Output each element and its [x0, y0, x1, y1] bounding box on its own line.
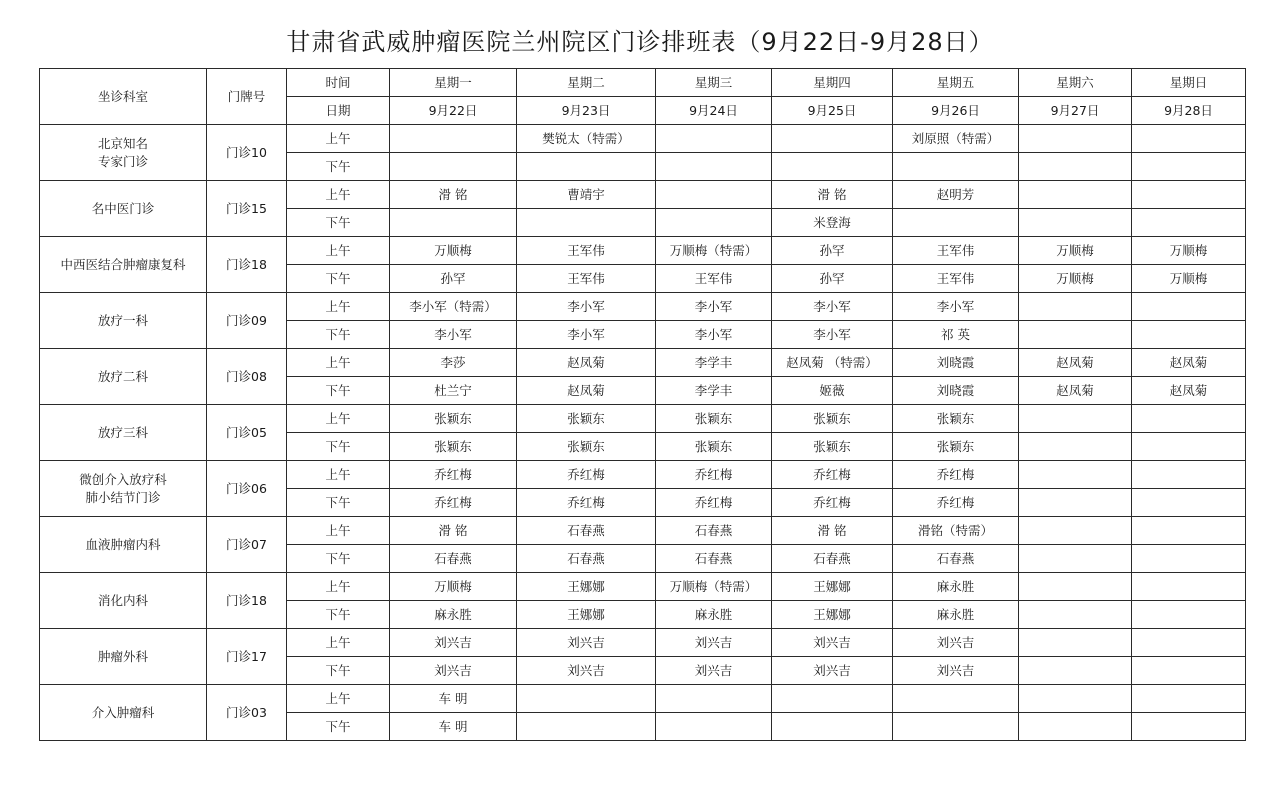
doctor-cell: [656, 125, 772, 153]
doctor-cell: [893, 153, 1019, 181]
session-label: 上午: [287, 685, 390, 713]
date-cell: 9月23日: [517, 97, 656, 125]
session-label: 上午: [287, 293, 390, 321]
doctor-cell: [1019, 657, 1132, 685]
doctor-cell: 乔红梅: [656, 461, 772, 489]
doctor-cell: 王军伟: [517, 237, 656, 265]
doctor-cell: 刘兴吉: [517, 657, 656, 685]
doctor-cell: 李小军（特需）: [390, 293, 517, 321]
doctor-cell: [1132, 209, 1246, 237]
session-label: 下午: [287, 321, 390, 349]
session-label: 上午: [287, 181, 390, 209]
doctor-cell: 麻永胜: [656, 601, 772, 629]
doctor-cell: 李学丰: [656, 377, 772, 405]
room-number: 门诊08: [207, 349, 287, 405]
date-cell: 9月22日: [390, 97, 517, 125]
doctor-cell: [1132, 517, 1246, 545]
doctor-cell: [772, 125, 893, 153]
doctor-cell: 李学丰: [656, 349, 772, 377]
doctor-cell: 万顺梅: [1132, 237, 1246, 265]
session-label: 上午: [287, 629, 390, 657]
doctor-cell: [656, 713, 772, 741]
doctor-cell: 王军伟: [893, 265, 1019, 293]
weekday-cell: 星期一: [390, 69, 517, 97]
session-label: 下午: [287, 433, 390, 461]
doctor-cell: 车 明: [390, 685, 517, 713]
doctor-cell: [1019, 461, 1132, 489]
doctor-cell: [1132, 657, 1246, 685]
doctor-cell: 刘兴吉: [390, 629, 517, 657]
session-label: 下午: [287, 153, 390, 181]
doctor-cell: [1019, 209, 1132, 237]
doctor-cell: 乔红梅: [893, 489, 1019, 517]
doctor-cell: 麻永胜: [893, 601, 1019, 629]
schedule-table: [39, 68, 1246, 741]
doctor-cell: 万顺梅: [1132, 265, 1246, 293]
doctor-cell: [1132, 153, 1246, 181]
schedule-row: [40, 573, 1246, 601]
room-number: 门诊09: [207, 293, 287, 349]
session-label: 下午: [287, 377, 390, 405]
department-name: 中西医结合肿瘤康复科: [40, 237, 207, 293]
doctor-cell: 乔红梅: [656, 489, 772, 517]
doctor-cell: 滑 铭: [772, 517, 893, 545]
doctor-cell: 麻永胜: [893, 573, 1019, 601]
doctor-cell: 刘兴吉: [772, 629, 893, 657]
doctor-cell: [1019, 433, 1132, 461]
doctor-cell: 滑铭（特需）: [893, 517, 1019, 545]
schedule-row: [40, 461, 1246, 489]
doctor-cell: 赵凤菊: [1019, 377, 1132, 405]
schedule-row: [40, 629, 1246, 657]
room-number: 门诊10: [207, 125, 287, 181]
doctor-cell: 张颖东: [517, 405, 656, 433]
doctor-cell: 刘晓霞: [893, 349, 1019, 377]
doctor-cell: [1019, 125, 1132, 153]
doctor-cell: 赵凤菊 （特需）: [772, 349, 893, 377]
weekday-cell: 星期三: [656, 69, 772, 97]
doctor-cell: [1019, 713, 1132, 741]
date-cell: 9月25日: [772, 97, 893, 125]
session-label: 上午: [287, 237, 390, 265]
doctor-cell: [772, 685, 893, 713]
session-label: 下午: [287, 657, 390, 685]
doctor-cell: 石春燕: [517, 545, 656, 573]
date-cell: 9月24日: [656, 97, 772, 125]
doctor-cell: [1019, 321, 1132, 349]
doctor-cell: 滑 铭: [390, 517, 517, 545]
doctor-cell: 王军伟: [656, 265, 772, 293]
doctor-cell: [1132, 489, 1246, 517]
doctor-cell: 李莎: [390, 349, 517, 377]
doctor-cell: [1019, 489, 1132, 517]
session-label: 上午: [287, 349, 390, 377]
doctor-cell: 王军伟: [517, 265, 656, 293]
doctor-cell: 张颖东: [893, 405, 1019, 433]
doctor-cell: 王娜娜: [772, 573, 893, 601]
department-name: 名中医门诊: [40, 181, 207, 237]
weekday-cell: 星期五: [893, 69, 1019, 97]
doctor-cell: [893, 685, 1019, 713]
schedule-row: [40, 181, 1246, 209]
room-number: 门诊05: [207, 405, 287, 461]
doctor-cell: [656, 181, 772, 209]
date-cell: 9月28日: [1132, 97, 1246, 125]
session-label: 上午: [287, 461, 390, 489]
doctor-cell: [1132, 293, 1246, 321]
doctor-cell: [1019, 573, 1132, 601]
schedule-row: [40, 237, 1246, 265]
doctor-cell: 滑 铭: [390, 181, 517, 209]
doctor-cell: 张颖东: [390, 405, 517, 433]
header-time: 时间: [287, 69, 390, 97]
doctor-cell: [1019, 153, 1132, 181]
doctor-cell: 刘兴吉: [656, 657, 772, 685]
doctor-cell: [1132, 545, 1246, 573]
header-row-weekday: [40, 69, 1246, 97]
doctor-cell: 刘兴吉: [893, 657, 1019, 685]
doctor-cell: 刘兴吉: [390, 657, 517, 685]
doctor-cell: 乔红梅: [517, 489, 656, 517]
room-number: 门诊17: [207, 629, 287, 685]
doctor-cell: 杜兰宁: [390, 377, 517, 405]
room-number: 门诊07: [207, 517, 287, 573]
doctor-cell: [656, 685, 772, 713]
doctor-cell: 王娜娜: [517, 601, 656, 629]
doctor-cell: 赵凤菊: [1019, 349, 1132, 377]
doctor-cell: 滑 铭: [772, 181, 893, 209]
doctor-cell: 万顺梅: [1019, 237, 1132, 265]
doctor-cell: 万顺梅（特需）: [656, 237, 772, 265]
doctor-cell: [1132, 601, 1246, 629]
session-label: 下午: [287, 209, 390, 237]
doctor-cell: 张颖东: [772, 405, 893, 433]
doctor-cell: 车 明: [390, 713, 517, 741]
doctor-cell: 李小军: [656, 293, 772, 321]
doctor-cell: 李小军: [772, 293, 893, 321]
doctor-cell: [1132, 181, 1246, 209]
doctor-cell: 李小军: [390, 321, 517, 349]
doctor-cell: [1019, 517, 1132, 545]
department-name: 放疗二科: [40, 349, 207, 405]
doctor-cell: 姬薇: [772, 377, 893, 405]
department-name: 血液肿瘤内科: [40, 517, 207, 573]
doctor-cell: 曹靖宇: [517, 181, 656, 209]
doctor-cell: 乔红梅: [517, 461, 656, 489]
doctor-cell: [1019, 545, 1132, 573]
doctor-cell: [772, 153, 893, 181]
doctor-cell: 乔红梅: [772, 489, 893, 517]
room-number: 门诊03: [207, 685, 287, 741]
department-name: 消化内科: [40, 573, 207, 629]
doctor-cell: 乔红梅: [893, 461, 1019, 489]
doctor-cell: 赵明芳: [893, 181, 1019, 209]
doctor-cell: 李小军: [517, 293, 656, 321]
doctor-cell: [1132, 573, 1246, 601]
doctor-cell: 樊锐太（特需）: [517, 125, 656, 153]
doctor-cell: 万顺梅: [390, 573, 517, 601]
page-title: 甘肃省武威肿瘤医院兰州院区门诊排班表（9月22日-9月28日）: [286, 28, 994, 56]
session-label: 上午: [287, 125, 390, 153]
department-name: 介入肿瘤科: [40, 685, 207, 741]
doctor-cell: 王军伟: [893, 237, 1019, 265]
doctor-cell: 石春燕: [656, 517, 772, 545]
date-cell: 9月26日: [893, 97, 1019, 125]
department-name: 微创介入放疗科 肺小结节门诊: [40, 461, 207, 517]
header-room: 门牌号: [207, 69, 287, 125]
doctor-cell: 李小军: [893, 293, 1019, 321]
doctor-cell: 乔红梅: [390, 461, 517, 489]
doctor-cell: 李小军: [517, 321, 656, 349]
doctor-cell: [1132, 125, 1246, 153]
doctor-cell: 乔红梅: [390, 489, 517, 517]
schedule-row: [40, 293, 1246, 321]
session-label: 上午: [287, 405, 390, 433]
session-label: 上午: [287, 573, 390, 601]
doctor-cell: 李小军: [772, 321, 893, 349]
department-name: 肿瘤外科: [40, 629, 207, 685]
doctor-cell: [1132, 685, 1246, 713]
weekday-cell: 星期日: [1132, 69, 1246, 97]
doctor-cell: 万顺梅: [1019, 265, 1132, 293]
doctor-cell: 王娜娜: [772, 601, 893, 629]
doctor-cell: [1132, 433, 1246, 461]
doctor-cell: [893, 713, 1019, 741]
doctor-cell: 王娜娜: [517, 573, 656, 601]
session-label: 下午: [287, 489, 390, 517]
doctor-cell: [517, 713, 656, 741]
session-label: 下午: [287, 601, 390, 629]
schedule-row: [40, 349, 1246, 377]
doctor-cell: [1019, 601, 1132, 629]
doctor-cell: 张颖东: [517, 433, 656, 461]
doctor-cell: 赵凤菊: [1132, 377, 1246, 405]
doctor-cell: [1132, 629, 1246, 657]
doctor-cell: [517, 153, 656, 181]
doctor-cell: [1132, 321, 1246, 349]
session-label: 上午: [287, 517, 390, 545]
doctor-cell: [1019, 293, 1132, 321]
doctor-cell: 李小军: [656, 321, 772, 349]
session-label: 下午: [287, 265, 390, 293]
doctor-cell: 孙罕: [772, 237, 893, 265]
doctor-cell: 刘晓霞: [893, 377, 1019, 405]
doctor-cell: [772, 713, 893, 741]
room-number: 门诊15: [207, 181, 287, 237]
schedule-row: [40, 685, 1246, 713]
doctor-cell: 乔红梅: [772, 461, 893, 489]
department-name: 放疗三科: [40, 405, 207, 461]
doctor-cell: 刘原照（特需）: [893, 125, 1019, 153]
doctor-cell: [1132, 405, 1246, 433]
department-name: 北京知名 专家门诊: [40, 125, 207, 181]
doctor-cell: 石春燕: [390, 545, 517, 573]
doctor-cell: [1132, 461, 1246, 489]
doctor-cell: 麻永胜: [390, 601, 517, 629]
header-date: 日期: [287, 97, 390, 125]
doctor-cell: [1019, 685, 1132, 713]
session-label: 下午: [287, 545, 390, 573]
department-name: 放疗一科: [40, 293, 207, 349]
doctor-cell: [1132, 713, 1246, 741]
room-number: 门诊18: [207, 573, 287, 629]
doctor-cell: 赵凤菊: [517, 349, 656, 377]
weekday-cell: 星期四: [772, 69, 893, 97]
doctor-cell: [1019, 629, 1132, 657]
weekday-cell: 星期二: [517, 69, 656, 97]
header-dept: 坐诊科室: [40, 69, 207, 125]
doctor-cell: 刘兴吉: [893, 629, 1019, 657]
doctor-cell: [656, 209, 772, 237]
doctor-cell: 刘兴吉: [772, 657, 893, 685]
doctor-cell: 张颖东: [656, 405, 772, 433]
schedule-row: [40, 125, 1246, 153]
doctor-cell: [390, 209, 517, 237]
doctor-cell: [517, 685, 656, 713]
doctor-cell: 石春燕: [517, 517, 656, 545]
doctor-cell: 张颖东: [390, 433, 517, 461]
doctor-cell: [390, 153, 517, 181]
doctor-cell: [893, 209, 1019, 237]
room-number: 门诊18: [207, 237, 287, 293]
doctor-cell: 赵凤菊: [517, 377, 656, 405]
doctor-cell: 石春燕: [893, 545, 1019, 573]
doctor-cell: 孙罕: [390, 265, 517, 293]
doctor-cell: 刘兴吉: [517, 629, 656, 657]
schedule-row: [40, 517, 1246, 545]
doctor-cell: 刘兴吉: [656, 629, 772, 657]
doctor-cell: [1019, 405, 1132, 433]
doctor-cell: 孙罕: [772, 265, 893, 293]
doctor-cell: 万顺梅: [390, 237, 517, 265]
doctor-cell: [1019, 181, 1132, 209]
room-number: 门诊06: [207, 461, 287, 517]
doctor-cell: [390, 125, 517, 153]
schedule-row: [40, 405, 1246, 433]
date-cell: 9月27日: [1019, 97, 1132, 125]
doctor-cell: 石春燕: [772, 545, 893, 573]
doctor-cell: [517, 209, 656, 237]
doctor-cell: 祁 英: [893, 321, 1019, 349]
session-label: 下午: [287, 713, 390, 741]
doctor-cell: 张颖东: [656, 433, 772, 461]
doctor-cell: 石春燕: [656, 545, 772, 573]
doctor-cell: 万顺梅（特需）: [656, 573, 772, 601]
doctor-cell: 米登海: [772, 209, 893, 237]
doctor-cell: [656, 153, 772, 181]
doctor-cell: 张颖东: [893, 433, 1019, 461]
weekday-cell: 星期六: [1019, 69, 1132, 97]
doctor-cell: 张颖东: [772, 433, 893, 461]
doctor-cell: 赵凤菊: [1132, 349, 1246, 377]
